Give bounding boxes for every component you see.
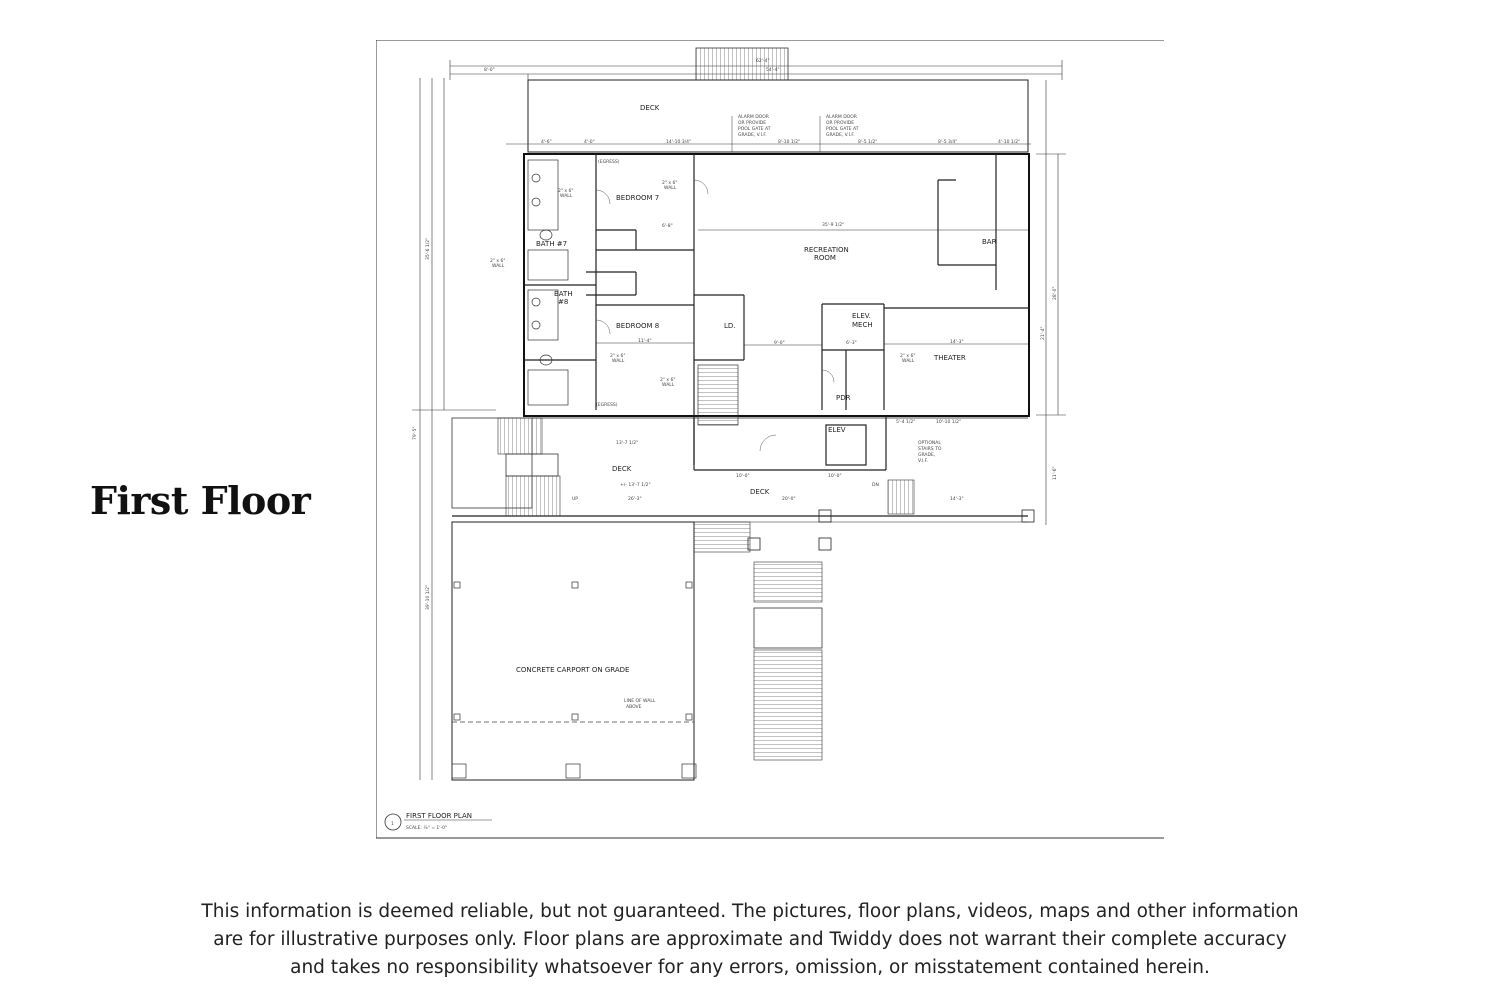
room-pdr: PDR [836,394,851,402]
room-rec-b: ROOM [814,254,836,262]
svg-text:OR PROVIDE: OR PROVIDE [826,121,855,126]
svg-text:V.I.F.: V.I.F. [918,459,928,464]
dim-d4: 8'-10 1/2" [778,140,801,145]
room-bar: BAR [982,238,997,246]
dim-d6: 8'-5 3/4" [938,140,958,145]
room-deck-top: DECK [640,104,660,112]
mid-stair-2 [754,562,822,602]
egress-2: (EGRESS) [596,403,618,408]
dim-d7: 4'-10 1/2" [998,140,1021,145]
alarm-note-2 [820,114,859,152]
long-stair [754,650,822,760]
dim-d1: 4'-6" [541,140,552,145]
svg-text:OR PROVIDE: OR PROVIDE [738,121,767,126]
svg-text:LINE OF WALL: LINE OF WALL [624,699,656,704]
right-deck-stair [888,480,914,514]
svg-text:POOL GATE AT: POOL GATE AT [738,127,771,132]
svg-text:WALL: WALL [492,264,505,269]
svg-text:2" x 6": 2" x 6" [610,354,626,359]
bath7-fixtures [528,160,568,280]
dim-stair-w: 10'-0" [736,474,750,479]
dim-deck-mid-w: 20'-0" [782,497,796,502]
room-elev-mech-b: MECH [852,321,873,329]
alarm-note-1 [732,114,771,152]
svg-text:ABOVE: ABOVE [626,705,642,710]
plan-title: FIRST FLOOR PLAN [406,812,472,820]
wall-note-c [490,258,505,269]
room-elev-mech-a: ELEV. [852,312,871,320]
left-stair-upper [498,418,542,454]
dim-theater-w: 14'-3" [950,340,964,345]
svg-text:WALL: WALL [902,359,915,364]
room-ld: LD. [724,322,736,330]
egress-1: (EGRESS) [598,160,620,165]
carport-posts [452,582,696,778]
bath8-fixtures [528,290,568,405]
dim-bed8-w: 11'-4" [638,339,652,344]
dim-left-total: 79'-5" [413,426,418,440]
svg-text:STAIRS TO: STAIRS TO [918,447,942,452]
svg-text:2" x 6": 2" x 6" [900,354,916,359]
svg-text:ALARM DOOR: ALARM DOOR [826,115,857,120]
svg-text:WALL: WALL [662,383,675,388]
dim-right-11: 11'-6" [1053,466,1058,480]
room-elev: ELEV [828,426,846,434]
top-stairs [696,48,788,80]
dim-deck-left-w: 13'-7 1/2" [616,441,639,446]
svg-text:2" x 6": 2" x 6" [558,189,574,194]
svg-text:2" x 6": 2" x 6" [662,181,678,186]
floor-plan-drawing [376,40,1166,840]
mid-stair-1 [694,522,750,552]
svg-text:2" x 6": 2" x 6" [660,378,676,383]
room-bath8-a: BATH [554,290,573,298]
dim-left-carport: 39'-10 1/2" [426,584,431,610]
room-carport: CONCRETE CARPORT ON GRADE [516,666,630,674]
dim-d3: 14'-10 3/4" [666,140,692,145]
room-rec-a: RECREATION [804,246,849,254]
disclaimer-line-2: are for illustrative purposes only. Floor plans are approximate and Twiddy does not warrant their complete accuracy [213,929,1287,950]
dim-rec-w: 35'-9 1/2" [822,223,845,228]
dim-right-21: 21'-4" [1041,326,1046,340]
room-bedroom8: BEDROOM 8 [616,322,660,330]
wall-note-e [660,377,675,388]
dim-elev-w: 9'-0" [774,341,785,346]
dim-d2: 4'-0" [584,140,595,145]
svg-text:GRADE,: GRADE, [918,453,936,458]
disclaimer-line-1: This information is deemed reliable, but not guaranteed. The pictures, floor plans, videos, maps and other information [201,901,1299,922]
svg-text:GRADE, V.I.F.: GRADE, V.I.F. [738,133,767,138]
svg-text:WALL: WALL [664,186,677,191]
plan-number: 1 [391,822,394,827]
left-stair-lower [506,476,560,516]
line-of-wall-note [624,698,656,710]
dim-stair-w2: 10'-0" [828,474,842,479]
mid-landing [754,608,822,648]
dim-bed7-w: 6'-8" [662,224,673,229]
dim-deck-right-w: 14'-3" [950,497,964,502]
dim-deck-left-w3: 26'-3" [628,497,642,502]
svg-text:2" x 6": 2" x 6" [490,259,506,264]
svg-text:GRADE, V.I.F.: GRADE, V.I.F. [826,133,855,138]
optional-stairs-note [918,440,942,464]
carport-outline [452,522,694,780]
house-walls [524,154,1029,416]
disclaimer [150,898,1350,982]
room-deck-left: DECK [612,465,632,473]
plan-scale: SCALE: ⅛" = 1'-0" [406,826,448,831]
room-bedroom7: BEDROOM 7 [616,194,660,202]
wall-note-b [558,188,573,199]
svg-text:OPTIONAL: OPTIONAL [918,441,941,446]
label-dn: DN [872,483,879,488]
dim-d5: 8'-5 1/2" [858,140,878,145]
room-deck-mid: DECK [750,488,770,496]
svg-text:ALARM DOOR: ALARM DOOR [738,115,769,120]
room-bath7: BATH #7 [536,240,568,248]
svg-text:WALL: WALL [612,359,625,364]
floor-plan-svg [376,40,1166,840]
wall-note-a [662,180,677,191]
label-up: UP [572,497,579,502]
dim-left-upper: 35'-6 1/2" [426,237,431,260]
wall-note-d [610,353,625,364]
disclaimer-line-3: and takes no responsibility whatsoever for any errors, omission, or misstatement contained herein. [290,957,1210,978]
dim-right-28: 28'-0" [1053,286,1058,300]
page-title: First Floor [90,478,311,523]
svg-text:WALL: WALL [560,194,573,199]
room-theater: THEATER [934,354,966,362]
interior-stair [698,365,738,425]
dim-deck-left-w2: +/- 13'-7 1/2" [620,483,651,488]
dim-top-left: 8'-0" [484,68,495,73]
left-dimensions [412,78,496,780]
dim-pdr-w: 5'-4 1/2" [896,420,916,425]
right-dimensions [1036,80,1066,525]
wall-note-f [900,353,915,364]
svg-text:POOL GATE AT: POOL GATE AT [826,127,859,132]
room-bath8-b: #8 [558,298,569,306]
dim-elev-w2: 6'-3" [846,341,857,346]
dim-theater-w2: 10'-10 1/2" [936,420,962,425]
